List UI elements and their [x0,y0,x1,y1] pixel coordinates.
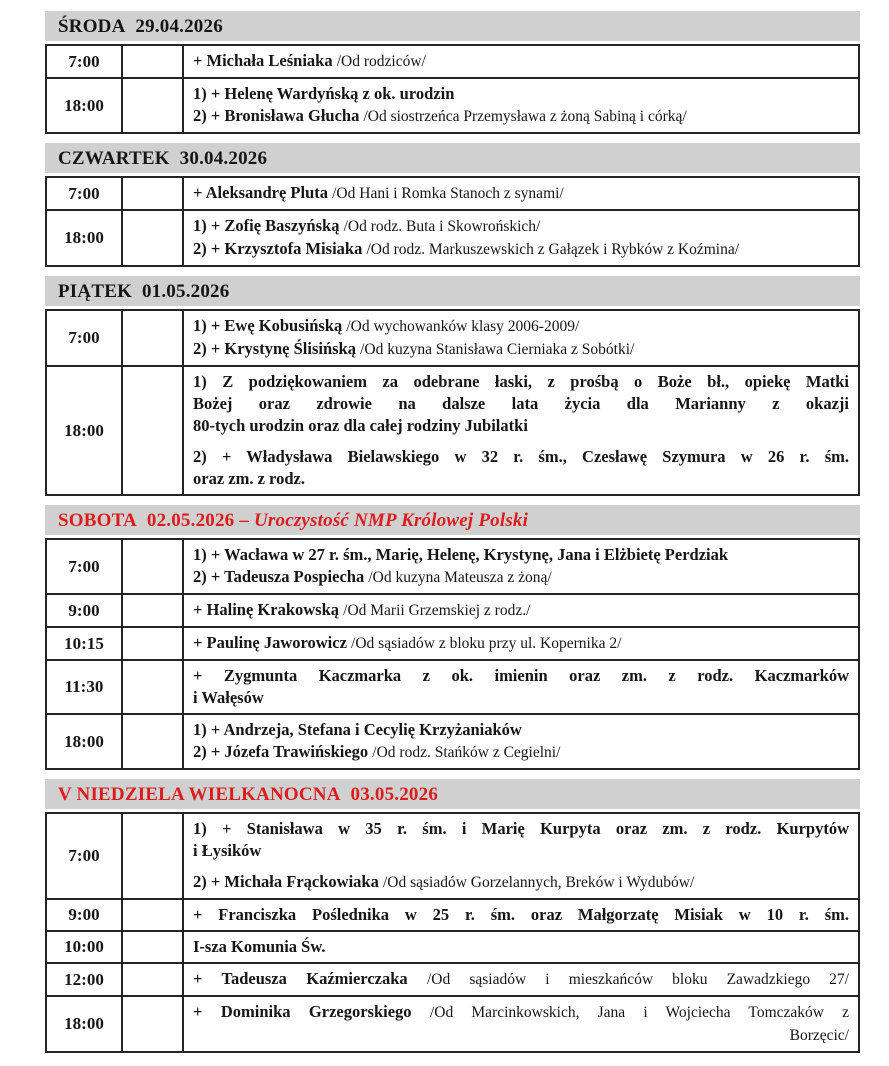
intention-text: 1) + Ewę Kobusińską [193,316,347,335]
note-cell [122,963,183,996]
day-title-segment: V NIEDZIELA WIELKANOCNA 03.05.2026 [58,784,439,805]
note-cell [122,210,183,266]
day-header [45,11,860,41]
mass-row [46,177,859,210]
intention-attribution: /Od rodz. Markuszewskich z Gałązek i Rybków z Koźmina/ [366,241,740,258]
intention-text: 1) + Helenę Wardyńską z ok. urodzin [193,84,455,103]
intention-text: 2) + Tadeusza Pospiecha [193,567,369,586]
intention-attribution: /Od siostrzeńca Przemysława z żoną Sabiną i córką/ [363,108,687,125]
intention-cell [183,963,859,996]
time-cell: 9:00 [46,899,122,931]
note-cell [122,177,183,210]
intention-line [193,544,849,566]
note-cell [122,996,183,1052]
intention-cell [183,594,859,627]
intention-line [193,968,849,991]
note-cell [122,310,183,366]
intention-text: I-sza Komunia Św. [193,937,326,956]
intention-text: 2) + Michała Frąckowiaka [193,872,383,891]
note-cell [122,366,183,495]
day-section [45,505,860,770]
mass-row [46,210,859,266]
intention-text: + Michała Leśniaka [193,51,337,70]
time-cell: 18:00 [46,366,122,495]
mass-row [46,899,859,931]
day-section [45,779,860,1053]
intention-text: 2) + Krystynę Ślisińską [193,339,361,358]
note-cell [122,660,183,714]
time-cell: 10:15 [46,627,122,660]
intention-text: 1) + Zofię Baszyńską [193,216,344,235]
intention-line [193,50,849,73]
mass-row [46,714,859,769]
day-header [45,276,860,306]
time-cell: 7:00 [46,539,122,594]
note-cell [122,539,183,594]
mass-row [46,813,859,899]
intention-cell [183,627,859,660]
intention-attribution: /Od rodz. Buta i Skowrońskich/ [343,218,541,235]
intention-line [193,1001,849,1024]
note-cell [122,931,183,963]
mass-row [46,310,859,366]
time-cell: 7:00 [46,310,122,366]
intention-cell [183,931,859,963]
intention-text: 2) + Bronisława Głucha [193,106,364,125]
day-title-segment: Uroczystość NMP Królowej Polski [253,510,529,531]
day-header [45,779,860,809]
intention-text: 1) + Andrzeja, Stefana i Cecylię Krzyżaniaków [193,720,522,739]
intention-text: 2) + Krzysztofa Misiaka [193,239,367,258]
intention-cell [183,899,859,931]
intention-attribution: Borzęcic/ [789,1027,849,1044]
sections-container [45,11,860,1053]
intention-attribution: /Od rodz. Stańków z Cegielni/ [372,744,561,761]
time-cell: 7:00 [46,177,122,210]
day-header [45,143,860,173]
intention-text: i Łysików [193,841,262,860]
intention-cell [183,177,859,210]
intention-attribution: /Od rodziców/ [336,53,426,70]
intention-cell [183,996,859,1052]
intention-line [193,238,849,261]
mass-row [46,78,859,133]
intention-cell [183,45,859,78]
intention-line [193,665,849,687]
intention-attribution: /Od sąsiadów Gorzelannych, Breków i Wydubów/ [382,874,695,891]
mass-row [46,660,859,714]
intention-line [193,415,849,437]
mass-row [46,594,859,627]
day-title-segment: PIĄTEK 01.05.2026 [58,281,230,302]
intention-attribution: /Od kuzyna Stanisława Cierniaka z Sobótki/ [360,341,635,358]
day-title-segment: ŚRODA 29.04.2026 [58,16,223,37]
intention-line [193,741,849,764]
intention-line [193,599,849,622]
intention-text: oraz zm. z rodz. [193,469,305,488]
intention-attribution: /Od Marii Grzemskiej z rodz./ [343,602,531,619]
intention-text: + Zygmunta Kaczmarka z ok. imienin oraz zm. z rodz. Kaczmarków [193,666,849,685]
intention-text: + Paulinę Jaworowicz [193,633,352,652]
note-cell [122,714,183,769]
intention-text: + Halinę Krakowską [193,600,344,619]
mass-table [45,812,860,1053]
mass-table [45,44,860,134]
note-cell [122,594,183,627]
mass-row [46,627,859,660]
time-cell: 18:00 [46,714,122,769]
intention-line [193,936,849,958]
day-section [45,143,860,267]
time-cell: 7:00 [46,813,122,899]
intention-line [193,840,849,862]
mass-row [46,366,859,495]
time-cell: 11:30 [46,660,122,714]
intention-cell [183,366,859,495]
intention-line [193,632,849,655]
time-cell: 18:00 [46,996,122,1052]
intention-text: + Dominika Grzegorskiego [193,1002,430,1021]
time-cell: 12:00 [46,963,122,996]
intention-attribution: /Od kuzyna Mateusza z żoną/ [368,569,552,586]
intention-line [193,182,849,205]
intention-attribution: /Od sąsiadów z bloku przy ul. Kopernika 2/ [351,635,622,652]
intention-line [193,1024,849,1047]
intention-text: Bożej oraz zdrowie na dalsze lata życia dla Marianny z okazji [193,394,849,413]
intention-line [193,566,849,589]
day-section [45,276,860,496]
intention-cell [183,660,859,714]
day-title-segment: SOBOTA 02.05.2026 – [58,510,254,531]
note-cell [122,813,183,899]
intention-text: + Aleksandrę Pluta [193,183,333,202]
time-cell: 18:00 [46,210,122,266]
intention-cell [183,78,859,133]
intention-line [193,105,849,128]
intention-cell [183,539,859,594]
intention-line [193,687,849,709]
mass-row [46,963,859,996]
intention-line [193,215,849,238]
time-cell: 7:00 [46,45,122,78]
intention-line [193,468,849,490]
mass-table [45,176,860,267]
intention-line [193,719,849,741]
intention-line [193,338,849,361]
day-header [45,505,860,535]
intention-line [193,871,849,894]
mass-row [46,45,859,78]
mass-table [45,309,860,496]
intention-line [193,371,849,393]
intention-cell [183,310,859,366]
note-cell [122,627,183,660]
intention-cell [183,813,859,899]
note-cell [122,899,183,931]
intention-text: 2) + Władysława Bielawskiego w 32 r. śm., Czesławę Szymura w 26 r. śm. [193,447,849,466]
intention-text: 1) + Stanisława w 35 r. śm. i Marię Kurpyta oraz zm. z rodz. Kurpytów [193,819,849,838]
mass-row [46,539,859,594]
time-cell: 9:00 [46,594,122,627]
intention-cell [183,714,859,769]
intention-text: 80-tych urodzin oraz dla całej rodziny Jubilatki [193,416,528,435]
intention-line [193,446,849,468]
day-section [45,11,860,134]
intention-cell [183,210,859,266]
time-cell: 18:00 [46,78,122,133]
intention-text: + Tadeusza Kaźmierczaka [193,969,427,988]
intention-text: 1) + Wacława w 27 r. śm., Marię, Helenę, Krystynę, Jana i Elżbietę Perdziak [193,545,729,564]
intention-attribution: /Od Hani i Romka Stanoch z synami/ [332,185,564,202]
mass-row [46,996,859,1052]
intention-attribution: /Od sąsiadów i mieszkańców bloku Zawadzkiego 27/ [427,971,849,988]
intention-line [193,83,849,105]
intention-line [193,904,849,926]
intention-line [193,818,849,840]
day-title-segment: CZWARTEK 30.04.2026 [58,148,268,169]
mass-table [45,538,860,770]
intention-attribution: /Od wychowanków klasy 2006-2009/ [346,318,580,335]
mass-row [46,931,859,963]
intention-line [193,315,849,338]
note-cell [122,45,183,78]
intention-text: 2) + Józefa Trawińskiego [193,742,373,761]
intention-text: 1) Z podziękowaniem za odebrane łaski, z prośbą o Boże bł., opiekę Matki [193,372,849,391]
intention-text: + Franciszka Poślednika w 25 r. śm. oraz Małgorzatę Misiak w 10 r. śm. [193,905,849,924]
intention-text: i Wałęsów [193,688,264,707]
intention-line [193,393,849,415]
intention-attribution: /Od Marcinkowskich, Jana i Wojciecha Tomczaków z [429,1004,850,1021]
time-cell: 10:00 [46,931,122,963]
note-cell [122,78,183,133]
